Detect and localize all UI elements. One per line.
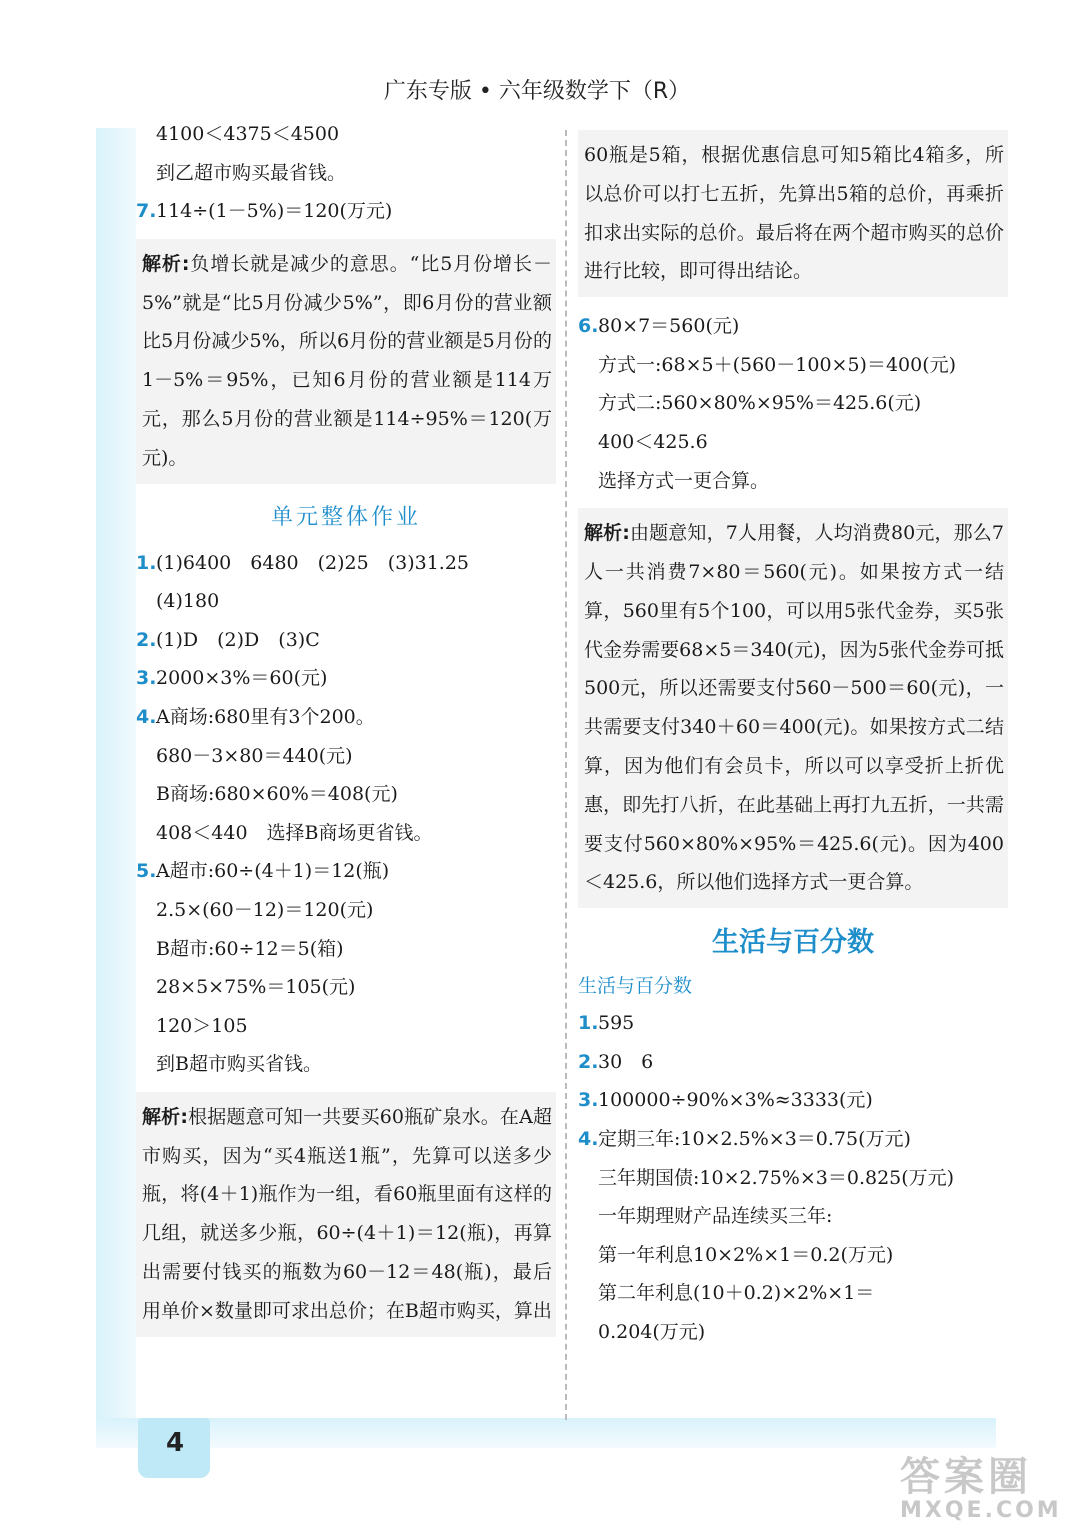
page-frame-left bbox=[96, 128, 136, 1428]
question-3 bbox=[136, 659, 556, 698]
answer-line: B商场:680×60%＝408(元) bbox=[156, 783, 398, 806]
question-number: 2. bbox=[578, 1050, 599, 1073]
answer-line: 第一年利息10×2%×1＝0.2(万元) bbox=[598, 1243, 894, 1266]
question-number: 6. bbox=[578, 315, 599, 338]
answer-text: 30 6 bbox=[598, 1050, 654, 1073]
analysis-text: 由题意知，7人用餐，人均消费80元，那么7人一共消费7×80＝560(元)。如果按方式一结算，560里有5个100，可以用5张代金券，买5张代金券需要68×5＝340(元)，因为5张代金券可抵500元，所以还需要支付560－500＝60(元)，一共需要支付340＋60＝400(元)。如果按方式二结算，因为他们有会员卡，所以可以享受折上折优惠，即先打八折，在此基础上再打九五折，一共需要支付560×80%×95%＝425.6(元)。因为400＜425.6，所以他们选择方式一更合算。 bbox=[584, 522, 1004, 894]
column-divider bbox=[565, 130, 567, 1420]
answer-text: 114÷(1－5%)＝120(万元) bbox=[156, 200, 393, 223]
answer-line: 680－3×80＝440(元) bbox=[156, 744, 353, 767]
question-number: 4. bbox=[136, 705, 157, 728]
analysis-label: 解析: bbox=[584, 522, 630, 545]
question-number: 4. bbox=[578, 1127, 599, 1150]
answer-line: 4100＜4375＜4500 bbox=[156, 123, 340, 145]
question-2 bbox=[136, 621, 556, 660]
question-5 bbox=[136, 852, 556, 891]
analysis-text: 根据题意可知一共要买60瓶矿泉水。在A超市购买，因为“买4瓶送1瓶”，先算可以送多少瓶，将(4＋1)瓶作为一组，看60瓶里面有这样的几组，就送多少瓶，60÷(4＋1)＝12(瓶)，再算出需要付钱买的瓶数为60－12＝48(瓶)，最后用单价×数量即可求出总价；在B超市购买，算出 bbox=[142, 1105, 552, 1322]
question-number: 1. bbox=[578, 1012, 599, 1035]
answer-line: 方式二:560×80%×95%＝425.6(元) bbox=[598, 392, 922, 415]
analysis-label: 解析: bbox=[142, 1105, 188, 1128]
answer-3 bbox=[578, 1081, 1008, 1120]
answer-text: A超市:60÷(4＋1)＝12(瓶) bbox=[156, 860, 390, 883]
page-frame-bottom bbox=[96, 1418, 996, 1448]
right-column bbox=[578, 130, 1008, 1351]
answer-line: B超市:60÷12＝5(箱) bbox=[156, 937, 344, 960]
watermark-text: 答案圈 bbox=[900, 1454, 1032, 1500]
answer-1 bbox=[578, 1004, 1008, 1043]
question-6 bbox=[578, 307, 1008, 346]
answer-line: 一年期理财产品连续买三年: bbox=[598, 1205, 833, 1228]
analysis-box bbox=[136, 239, 556, 484]
left-column bbox=[136, 115, 556, 1347]
lesson-title: 生活与百分数 bbox=[578, 975, 693, 998]
question-1 bbox=[136, 544, 556, 583]
chapter-title: 生活与百分数 bbox=[712, 927, 874, 959]
answer-text: 2000×3%＝60(元) bbox=[156, 667, 328, 690]
question-number: 7. bbox=[136, 200, 157, 223]
answer-line: 到乙超市购买最省钱。 bbox=[156, 161, 347, 184]
answer-line: 三年期国债:10×2.75%×3＝0.825(万元) bbox=[598, 1166, 955, 1189]
section-title: 单元整体作业 bbox=[270, 504, 421, 530]
answer-line: 400＜425.6 bbox=[598, 430, 708, 453]
question-number: 1. bbox=[136, 551, 157, 574]
page-header: 广东专版 • 六年级数学下（R） bbox=[383, 79, 691, 104]
answer-text: 595 bbox=[598, 1012, 635, 1035]
watermark-logo bbox=[900, 1445, 1060, 1525]
analysis-text: 负增长就是减少的意思。“比5月份增长－5%”就是“比5月份减少5%”，即6月份的营业额比5月份减少5%，所以6月份的营业额是5月份的1－5%＝95%，已知6月份的营业额是114万元，那么5月份的营业额是114÷95%＝120(万元)。 bbox=[142, 252, 552, 469]
answer-line: 方式一:68×5＋(560－100×5)＝400(元) bbox=[598, 353, 957, 376]
analysis-text: 60瓶是5箱，根据优惠信息可知5箱比4箱多，所以总价可以打七五折，先算出5箱的总价，再乘折扣求出实际的总价。最后将在两个超市购买的总价进行比较，即可得出结论。 bbox=[584, 144, 1004, 283]
analysis-label: 解析: bbox=[142, 252, 190, 275]
answer-2 bbox=[578, 1043, 1008, 1082]
answer-text: A商场:680里有3个200。 bbox=[156, 705, 375, 728]
question-4 bbox=[136, 698, 556, 737]
answer-4 bbox=[578, 1120, 1008, 1159]
question-number: 5. bbox=[136, 860, 157, 883]
answer-line: 0.204(万元) bbox=[598, 1320, 706, 1343]
answer-line: 2.5×(60－12)＝120(元) bbox=[156, 898, 374, 921]
answer-line: 选择方式一更合算。 bbox=[598, 469, 770, 492]
analysis-box-continued bbox=[578, 130, 1008, 297]
answer-text: (1)6400 6480 (2)25 (3)31.25 bbox=[156, 551, 470, 574]
question-7 bbox=[136, 192, 556, 231]
analysis-box bbox=[578, 508, 1008, 908]
answer-text: 80×7＝560(元) bbox=[598, 315, 740, 338]
answer-text: 定期三年:10×2.5%×3＝0.75(万元) bbox=[598, 1127, 911, 1150]
answer-line: 120＞105 bbox=[156, 1014, 248, 1037]
answer-text: (1)D (2)D (3)C bbox=[156, 628, 320, 651]
answer-line: (4)180 bbox=[156, 590, 220, 613]
answer-text: 100000÷90%×3%≈3333(元) bbox=[598, 1089, 873, 1112]
question-number: 3. bbox=[136, 667, 157, 690]
answer-line: 第二年利息(10＋0.2)×2%×1＝ bbox=[598, 1282, 875, 1305]
question-number: 2. bbox=[136, 628, 157, 651]
answer-line: 28×5×75%＝105(元) bbox=[156, 976, 356, 999]
answer-line: 到B超市购买省钱。 bbox=[156, 1053, 322, 1076]
question-number: 3. bbox=[578, 1089, 599, 1112]
answer-line: 408＜440 选择B商场更省钱。 bbox=[156, 821, 433, 844]
watermark-url: MXQE.COM bbox=[900, 1498, 1062, 1523]
analysis-box bbox=[136, 1092, 556, 1337]
page-number: 4 bbox=[165, 1428, 185, 1458]
